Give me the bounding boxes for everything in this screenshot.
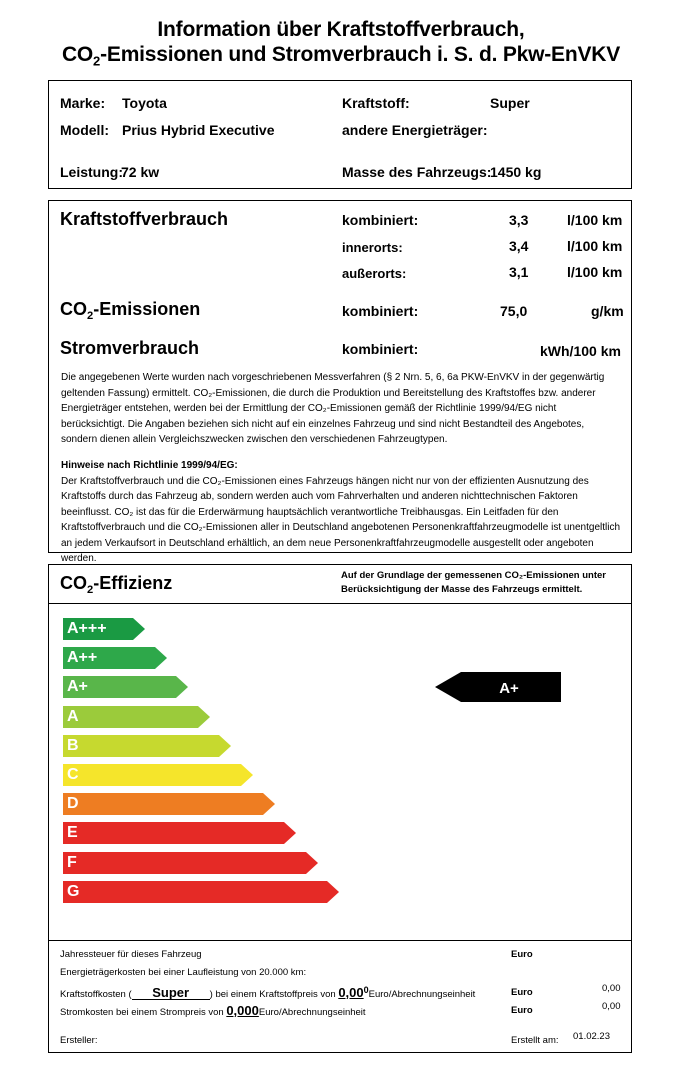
ausserorts-unit: l/100 km	[567, 264, 623, 280]
kraftstoffkosten-unit: Euro	[511, 987, 533, 998]
rating-pointer	[435, 672, 561, 702]
efficiency-note-line2: Berücksichtigung der Masse des Fahrzeugs ermittelt.	[341, 584, 583, 595]
efficiency-class-5	[63, 735, 219, 757]
hinweis-heading: Hinweise nach Richtlinie 1999/94/EG:	[61, 460, 238, 471]
stromverbrauch-heading: Stromverbrauch	[60, 338, 200, 358]
co2-unit: g/km	[591, 303, 624, 319]
kraftstoff-value: Super	[490, 95, 530, 111]
efficiency-class-label: A++	[67, 649, 98, 667]
kombiniert-label: kombiniert:	[342, 212, 419, 228]
strompreis-value: 0,000	[226, 1003, 259, 1018]
energie-label: Energieträgerkosten bei einer Laufleistung von 20.000 km:	[60, 967, 307, 978]
co2-emissionen-heading: $CO_2$-Emissionen	[60, 299, 201, 322]
kraftstoffkosten-value: 0,00	[602, 983, 621, 994]
efficiency-class-label: F	[67, 853, 77, 871]
kombiniert-unit: l/100 km	[567, 212, 623, 228]
ersteller-label: Ersteller:	[60, 1035, 98, 1046]
title-line-2: $CO_2$-Emissionen und Stromverbrauch i. S. d. Pkw-EnVKV	[61, 43, 621, 69]
efficiency-class-label: G	[67, 882, 80, 900]
strom-kombiniert-label: kombiniert:	[342, 341, 419, 357]
modell-label: Modell:	[60, 122, 109, 138]
efficiency-class-1	[63, 618, 133, 640]
strom-unit: kWh/100 km	[540, 343, 621, 359]
efficiency-class-label: A+	[67, 678, 88, 696]
co2-value: 75,0	[500, 303, 528, 319]
vehicle-info-box	[48, 80, 632, 189]
stromkosten-line: Stromkosten bei einem Strompreis von 0,000Euro/Abrechnungseinheit	[60, 1003, 366, 1018]
kraftstoffverbrauch-heading: Kraftstoffverbrauch	[60, 209, 229, 229]
marke-label: Marke:	[60, 95, 106, 111]
erstellt-am-value: 01.02.23	[573, 1031, 610, 1042]
ausserorts-value: 3,1	[509, 264, 529, 280]
legal-paragraph-1: Die angegebenen Werte wurden nach vorgeschriebenen Messverfahren (§ 2 Nrn. 5, 6, 6a PKW-EnVKV in der gegenwärtig geltenden Fassung) ermittelt. CO₂-Emissionen, die durch die Produktion und Bereitstellung des Kraftstoffes bzw. anderer Energieträger entstehen, werden bei der Ermittlung der CO₂-Emissionen gemäß der Richtlinie 1999/94/EG nicht berücksichtigt. Die Angaben beziehen sich nicht auf ein einzelnes Fahrzeug und sind nicht Bestandteil des Angebotes, sondern dienen allein Vergleichszwecken zwischen den verschiedenen Fahrzeugtypen.	[61, 372, 605, 445]
efficiency-class-2	[63, 647, 155, 669]
efficiency-class-label: E	[67, 824, 78, 842]
legal-paragraph-2: Hinweise nach Richtlinie 1999/94/EG: Der Kraftstoffverbrauch und die CO₂-Emissionen eines Fahrzeugs hängen nicht nur von der effizienten Ausnutzung des Kraftstoffs durch das Fahrzeug ab, sondern werden auch vom Fahrverhalten und anderen nichttechnischen Faktoren beeinflusst. CO₂ ist das für die Erderwärmung hauptsächlich verantwortliche Treibhausgas. Ein Leitfaden für den Kraftstoffverbrauch und die CO₂-Emissionen aller in Deutschland angebotenen Personenkraftfahrzeugmodelle ist unentgeltlich an jedem Verkaufsort in Deutschland erhältlich, an dem neue Personenkraftfahrzeugmodelle ausgestellt oder angeboten werden.	[61, 460, 621, 564]
kraftstoffkosten-type: Super	[132, 987, 210, 1000]
co2-kombiniert-label: kombiniert:	[342, 303, 419, 319]
efficiency-class-label: C	[67, 766, 79, 783]
jahressteuer-unit: Euro	[511, 949, 533, 960]
efficiency-class-7	[63, 793, 263, 815]
efficiency-note-line1: Auf der Grundlage der gemessenen CO₂-Emissionen unter	[341, 570, 606, 581]
leistung-label: Leistung:	[60, 164, 123, 180]
innerorts-value: 3,4	[509, 238, 529, 254]
masse-value: 1450 kg	[490, 164, 542, 180]
kraftstoffpreis-value: 0,00	[338, 985, 364, 1001]
efficiency-class-9	[63, 852, 306, 874]
rating-value: A+	[499, 680, 519, 698]
innerorts-label: innerorts:	[342, 240, 403, 255]
efficiency-class-label: A+++	[67, 620, 107, 637]
efficiency-class-6	[63, 764, 241, 786]
stromkosten-value: 0,00	[602, 1001, 621, 1012]
erstellt-am-label: Erstellt am:	[511, 1035, 559, 1046]
leistung-value: 72 kw	[121, 164, 160, 180]
co2-effizienz-heading: $CO_2$-Effizienz	[60, 573, 173, 596]
masse-label: Masse des Fahrzeugs:	[342, 164, 492, 180]
efficiency-class-label: A	[67, 707, 79, 725]
kombiniert-value: 3,3	[509, 212, 529, 228]
consumption-box	[48, 200, 632, 564]
jahressteuer-label: Jahressteuer für dieses Fahrzeug	[60, 949, 202, 960]
modell-value: Prius Hybrid Executive	[122, 122, 275, 138]
title-line-1: Information über Kraftstoffverbrauch,	[157, 18, 525, 41]
efficiency-class-8	[63, 822, 284, 844]
andere-energietraeger-label: andere Energieträger:	[342, 122, 488, 138]
stromkosten-unit: Euro	[511, 1005, 533, 1016]
efficiency-class-label: D	[67, 795, 79, 813]
efficiency-class-4	[63, 706, 198, 728]
kraftstoffkosten-line: Kraftstoffkosten ( Super ) bei einem Kraftstoffpreis von 0,00$^0$Euro/Abrechnungseinheit	[60, 985, 476, 1001]
kraftstoff-label: Kraftstoff:	[342, 95, 410, 111]
efficiency-class-3	[63, 676, 176, 698]
ausserorts-label: außerorts:	[342, 266, 407, 281]
marke-value: Toyota	[122, 95, 167, 111]
efficiency-header	[49, 565, 631, 604]
innerorts-unit: l/100 km	[567, 238, 623, 254]
efficiency-class-10	[63, 881, 327, 903]
costs-box	[48, 941, 632, 1053]
efficiency-box	[48, 564, 632, 941]
efficiency-class-label: B	[67, 736, 79, 754]
